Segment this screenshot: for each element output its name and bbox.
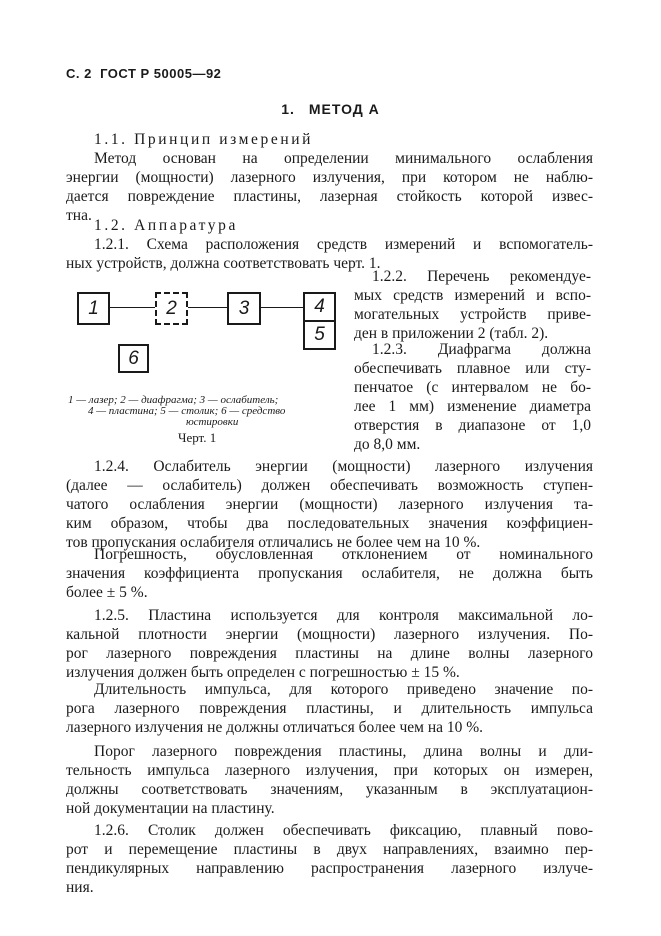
para-1-1-line: тна. — [66, 207, 92, 224]
block-plate: 4 — [303, 292, 336, 322]
connector-line — [110, 307, 155, 308]
para-1-1-line: Метод основан на определении минимального ослабления — [94, 150, 593, 167]
para-1-2-5-line: 1.2.5. Пластина используется для контроля максимальной ло- — [94, 607, 593, 624]
para-1-2-2-line: могательных устройств приве- — [354, 306, 591, 323]
figure-label: Черт. 1 — [178, 430, 217, 445]
figure-caption-line: 4 — пластина; 5 — столик; 6 — средство — [88, 405, 286, 417]
para-1-2-3-line: 1.2.3. Диафрагма должна — [372, 341, 591, 358]
para-1-2-4-line: чатого ослабления энергии (мощности) лазерного излучения та- — [66, 496, 593, 513]
para-1-2-4-line: ким образом, чтобы два последовательных значения коэффициен- — [66, 515, 593, 532]
para-1-2-6-line: пендикулярных направлению распространения лазерного излуче- — [66, 860, 593, 877]
para-1-2-1-line: ных устройств, должна соответствовать черт. 1. — [66, 255, 381, 272]
block-alignment: 6 — [118, 344, 149, 373]
para-threshold-line: должны соответствовать значениям, указанным в эксплуатацион- — [66, 781, 593, 798]
standard-code: ГОСТ Р 50005—92 — [100, 66, 222, 81]
para-1-2-3-line: лее 1 мм) изменение диаметра — [354, 398, 591, 415]
block-attenuator: 3 — [227, 292, 261, 325]
section-number: 1. — [281, 101, 295, 117]
para-1-2-6-line: 1.2.6. Столик должен обеспечивать фиксацию, плавный пово- — [94, 822, 593, 839]
para-1-2-3-line: пенчатое (с интервалом не бо- — [354, 379, 591, 396]
para-1-2-2-line: 1.2.2. Перечень рекомендуе- — [372, 268, 591, 285]
para-threshold-line: Порог лазерного повреждения пластины, длина волны и дли- — [94, 743, 593, 760]
para-1-1-line: дается повреждение пластины, лазерная стойкость которой извес- — [66, 188, 593, 205]
para-1-2-5-line: кальной плотности энергии (мощности) лазерного излучения. По- — [66, 626, 593, 643]
heading-1-1: 1.1. Принцип измерений — [94, 131, 314, 148]
connector-line — [261, 307, 303, 308]
para-1-2-5-line: рог лазерного повреждения пластины на длине волны лазерного — [66, 645, 593, 662]
block-diaphragm: 2 — [155, 292, 188, 325]
block-laser: 1 — [77, 292, 110, 325]
para-duration-line: рога лазерного повреждения пластины, и длительность импульса — [66, 700, 593, 717]
figure-caption-line: юстировки — [186, 416, 239, 428]
para-1-2-1-line: 1.2.1. Схема расположения средств измерений и вспомогатель- — [94, 236, 593, 253]
para-1-2-3-line: отверстия в диапазоне от 1,0 — [354, 417, 591, 434]
para-error-line: Погрешность, обусловленная отклонением от номинального — [94, 546, 593, 563]
para-1-2-2-line: мых средств измерений и вспо- — [354, 287, 591, 304]
para-1-1-line: энергии (мощности) лазерного излучения, при котором не наблю- — [66, 169, 593, 186]
para-1-2-5-line: излучения должен быть определен с погрешностью ± 15 %. — [66, 664, 460, 681]
para-1-2-6-line: рот и перемещение пластины в двух направлениях, взаимно пер- — [66, 841, 593, 858]
para-threshold-line: ной документации на пластину. — [66, 800, 275, 817]
page-number: С. 2 — [66, 66, 92, 81]
page-header — [66, 66, 221, 81]
connector-line — [188, 307, 227, 308]
para-1-2-3-line: обеспечивать плавное или сту- — [354, 360, 591, 377]
para-1-2-4-line: тов пропускания ослабителя отличались не более чем на 10 %. — [66, 534, 481, 551]
section-title — [0, 101, 661, 117]
para-1-2-4-line: 1.2.4. Ослабитель энергии (мощности) лазерного излучения — [94, 458, 593, 475]
para-duration-line: лазерного излучения не должны отличаться более чем на 10 %. — [66, 719, 484, 736]
para-1-2-6-line: ния. — [66, 879, 94, 896]
para-1-2-4-line: (далее — ослабитель) должен обеспечивать возможность ступен- — [66, 477, 593, 494]
para-error-line: более ± 5 %. — [66, 584, 148, 601]
para-1-2-3-line: до 8,0 мм. — [354, 436, 421, 453]
figure-caption-line: 1 — лазер; 2 — диафрагма; 3 — ослабитель; — [68, 394, 279, 406]
para-duration-line: Длительность импульса, для которого приведено значение по- — [94, 681, 593, 698]
para-threshold-line: тельность импульса лазерного излучения, при которых он измерен, — [66, 762, 593, 779]
section-name: МЕТОД А — [308, 101, 380, 117]
block-stage: 5 — [303, 320, 336, 350]
para-error-line: значения коэффициента пропускания ослабителя, не должна быть — [66, 565, 593, 582]
heading-1-2: 1.2. Аппаратура — [94, 217, 238, 234]
para-1-2-2-line: ден в приложении 2 (табл. 2). — [354, 325, 549, 342]
